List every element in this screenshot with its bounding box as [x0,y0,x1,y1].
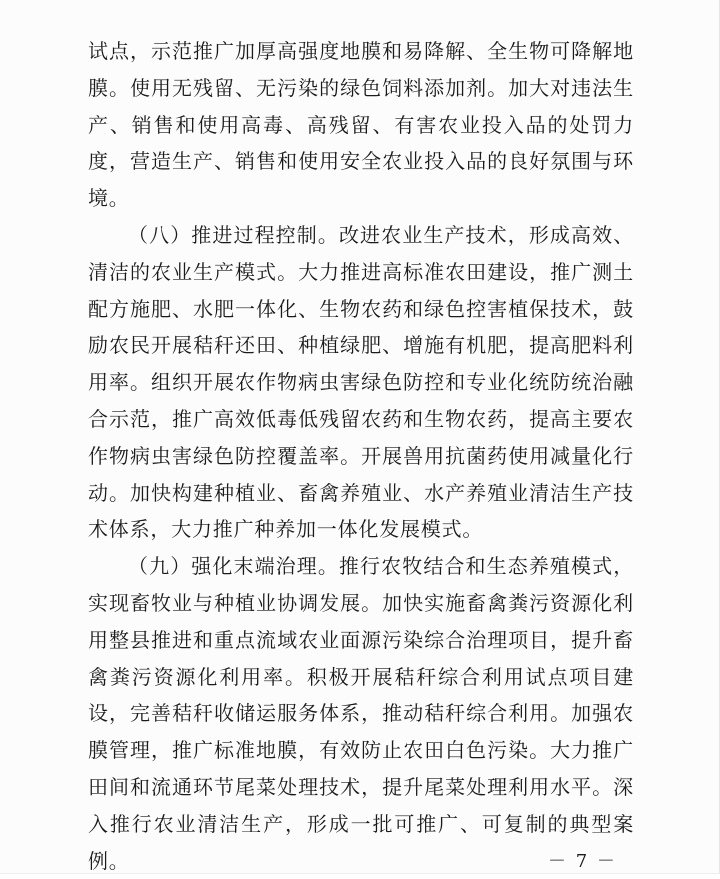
page-number: － 7 － [548,851,617,872]
paragraph-section-8: （八）推进过程控制。改进农业生产技术，形成高效、清洁的农业生产模式。大力推进高标准农田建设，推广测土配方施肥、水肥一体化、生物农药和绿色控害植保技术，鼓励农民开展秸秆还田、种植绿肥、增施有机肥，提高肥料利用率。组织开展农作物病虫害绿色防控和专业化统防统治融合示范，推广高效低毒低残留农药和生物农药，提高主要农作物病虫害绿色防控覆盖率。开展兽用抗菌药使用减量化行动。加快构建种植业、畜禽养殖业、水产养殖业清洁生产技术体系，大力推广种养加一体化发展模式。 [88,222,634,542]
paragraph-continued: 试点，示范推广加厚高强度地膜和易降解、全生物可降解地膜。使用无残留、无污染的绿色饲料添加剂。加大对违法生产、销售和使用高毒、高残留、有害农业投入品的处罚力度，营造生产、销售和使用安全农业投入品的良好氛围与环境。 [88,39,634,211]
body-text [88,33,634,879]
paragraph-section-9: （九）强化末端治理。推行农牧结合和生态养殖模式，实现畜牧业与种植业协调发展。加快实施畜禽粪污资源化利用整县推进和重点流域农业面源污染综合治理项目，提升畜禽粪污资源化利用率。积极开展秸秆综合利用试点项目建设，完善秸秆收储运服务体系，推动秸秆综合利用。加强农膜管理，推广标准地膜，有效防止农田白色污染。大力推广田间和流通环节尾菜处理技术，提升尾菜处理利用水平。深入推行农业清洁生产，形成一批可推广、可复制的典型案例。 [88,554,634,873]
